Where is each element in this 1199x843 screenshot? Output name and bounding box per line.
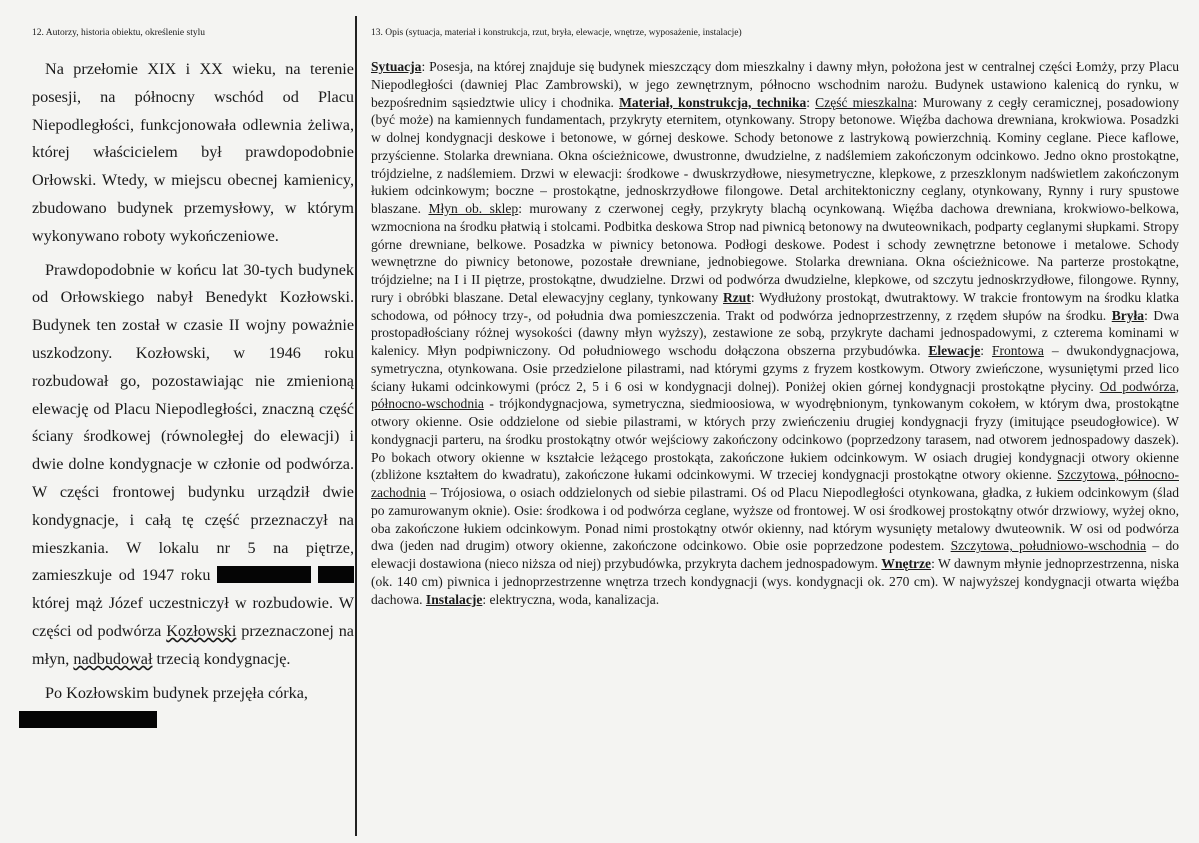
history-paragraph-2 bbox=[32, 257, 354, 674]
text-od-podworza: - trójkondygnacjowa, symetryczna, siedmioosiowa, w wyodrębnionym, tynkowanym cokołem, w którym dwa, prostokątne otwory okienne. Osie oddzielone od siebie pilastrami, w których przy zwieńczeniu drugiej kondygnacji fryzy (imitujące pseudogłowice). W kondygnacji parteru, na środku prostokątny otwór wejściowy zakończony odcinkowo (poprzedzony tarasem, nad otworem jednospadowy daszek). Po bokach otwory okienne w kształcie leżącego prostokąta, zakończone łukiem odcinkowym. W osiach drugiej kondygnacji otwory okienne (zbliżone kształtem do kwadratu), zakończone łukami odcinkowymi. W trzeciej kondygnacji prostokątne otwory okienne. bbox=[371, 396, 1179, 483]
text-mlyn: : murowany z czerwonej cegły, przykryty blachą ocynkowaną. Więźba dachowa drewniana, krokwiowo-belkowa, wzmocniona na środku płatwią i stolcami. Podbitka deskowa Strop nad piwnicą betonowy na dwuteownikach, podparty ceglanymi słupkami. Stropy górne drewniane, belkowe. Posadzka w piwnicy betonowa. Podłogi deskowe. Podest i schody zewnętrzne betonowe i metalowe. Schody wewnętrzne do piwnicy betonowe, pozostałe drewniane, jednobiegowe. Stolarka drewniana. Okna ościeżnicowe. Na parterze prostokątne, trójdzielne; na I i II piętrze, prostokątne, dwudzielne. Drzwi od podwórza dwudzielne, klepkowe, od szczytu jednoskrzydłowe, filongowe. Rynny, rury i obróbki blaszane. Detal elewacyjny ceglany, tynkowany bbox=[371, 201, 1179, 305]
handwritten-correction-2: nadbudował bbox=[73, 649, 153, 668]
label-elewacje: Elewacje bbox=[928, 343, 981, 358]
text-sytuacja: : Posesja, na której znajduje się budynek mieszczący dom mieszkalny i dawny młyn, położona jest w centralnej części Łomży, przy Placu Niepodległości (dawniej Plac Zambrowski), w jego zewnętrznym, północno wschodnim narożu. Budynek ustawiono kalenicą do rynku, w bezpośrednim sąsiedztwie ulicy i chodnika. bbox=[371, 59, 1179, 110]
label-szczytowa-pd: Szczytowa, południowo-wschodnia bbox=[950, 538, 1147, 554]
history-paragraph-3-text: Po Kozłowskim budynek przejęła córka, bbox=[45, 683, 308, 702]
handwritten-correction: Kozłowski bbox=[166, 621, 237, 640]
right-column-heading: 13. Opis (sytuacja, materiał i konstrukcja, rzut, bryła, elewacje, wnętrze, wyposażenie, instalacje) bbox=[371, 28, 742, 38]
redaction-bar bbox=[318, 566, 354, 583]
text-wnetrze: : W dawnym młynie jednoprzestrzenna, niska (ok. 140 cm) piwnica i jednoprzestrzenne wnętrza trzech kondygnacji (wys. kondygnacji ok. 270 cm). W najwyższej kondygnacji otwarta więźba dachowa. bbox=[371, 556, 1180, 607]
redaction-bar bbox=[19, 711, 157, 728]
label-material: Materiał, konstrukcja, technika bbox=[619, 94, 807, 110]
label-mlyn: Młyn ob. sklep bbox=[428, 201, 519, 216]
label-od-podworza: Od podwórza, północno-wschodnia bbox=[371, 378, 1180, 412]
description-column bbox=[371, 58, 1179, 608]
label-szczytowa-pn: Szczytowa, północno-zachodnia bbox=[371, 467, 1179, 500]
elewacje-sep: : bbox=[980, 343, 992, 358]
text-czesc-mieszkalna: : Murowany z cegły ceramicznej, posadowiony (być może) na kamiennych fundamentach, przykryty eternitem, otynkowany. Stropy betonowe. Więźba dachowa drewniana, krokwiowa. Posadzki w dolnej kondygnacji deskowe i betonowe, w górnej deskowe. Schody betonowe z lastrykową powierzchnią. Kominy ceglane. Piece kaflowe, przyścienne. Stolarka drewniana. Okna ościeżnicowe, dwustronne, dwudzielne, z nadślemiem zakończonym odcinkowo. Jedno okno prostokątne, trójdzielne, z nadślemiem. Drzwi w elewacji: środkowe - dwuskrzydłowe, niesymetryczne, klepkowe, z przeszklonym nadświetlem zakończonym łukiem odcinkowym; boczne – prostokątne, jednoskrzydłowe filongowe. Detal architektoniczny ceglany, otynkowany, Rynny i rury spustowe blaszane. bbox=[371, 94, 1179, 216]
column-divider bbox=[355, 16, 357, 836]
text-szczytowa-pn: – Trójosiowa, o osiach oddzielonych od siebie pilastrami. Oś od Placu Niepodległości otynkowana, gładka, z łukiem odcinkowym (ślad po zamurowanym oknie). Osie: środkowa i od podwórza ceglane, wyższe od frontowej. W osi środkowej prostokątny otwór drzwiowy, wyżej okno, oba zakończone łukiem odcinkowym. Ponad nimi prostokątny otwór okienny, nad którym wysunięty metalowy dwuteownik. W osi od podwórza dwa (jeden nad drugim) otwory okienne, zakończone odcinkowo. Obie osie poprzedzone podestem. bbox=[371, 485, 1179, 554]
label-czesc-mieszkalna: Część mieszkalna bbox=[815, 94, 914, 110]
label-wnetrze: Wnętrze bbox=[881, 556, 932, 571]
label-sytuacja: Sytuacja bbox=[371, 59, 422, 74]
label-frontowa: Frontowa bbox=[991, 343, 1044, 358]
history-paragraph-3 bbox=[32, 680, 354, 736]
text-rzut: : Wydłużony prostokąt, dwutraktowy. W trakcie frontowym na środku klatka schodowa, od północy trzy-, od południa dwa pomieszczenia. Trakt od podwórza jednoprzestrzenny, z rzędem słupów na środku. bbox=[371, 289, 1180, 323]
history-paragraph-1: Na przełomie XIX i XX wieku, na terenie posesji, na północny wschód od Placu Niepodległości, funkcjonowała odlewnia żeliwa, której właścicielem był prawdopodobnie Orłowski. Wtedy, w miejscu obecnej kamienicy, zbudowano budynek przemysłowy, w którym wykonywano roboty wykończeniowe. bbox=[32, 60, 354, 245]
history-paragraph-2-cont2: przeznaczonej na młyn, bbox=[32, 621, 354, 668]
history-paragraph-2-cont: której mąż Józef uczestniczył w rozbudowie. W części od podwórza bbox=[32, 594, 354, 640]
redaction-bar bbox=[217, 566, 311, 583]
text-instalacje: : elektryczna, woda, kanalizacja. bbox=[482, 591, 660, 607]
material-sep: : bbox=[806, 94, 816, 110]
history-column bbox=[32, 56, 354, 741]
history-paragraph-2-text: Prawdopodobnie w końcu lat 30-tych budynek od Orłowskiego nabył Benedykt Kozłowski. Budynek ten został w czasie II wojny poważnie uszkodzony. Kozłowski, w 1946 roku rozbudował go, pozostawiając nie zmienioną elewację od Placu Niepodległości, znaczną część ściany środkowej (równoległej do elewacji) i dwie dolne kondygnacje w członie od podwórza. W części frontowej budynku urządził dwie kondygnacje, i całą tę część przeznaczył na mieszkania. W lokalu nr 5 na piętrze, zamieszkuje od 1947 roku bbox=[32, 260, 354, 585]
label-bryla: Bryła bbox=[1111, 307, 1145, 323]
label-instalacje: Instalacje bbox=[425, 591, 483, 607]
history-paragraph-2-cont3: trzecią kondygnację. bbox=[156, 649, 291, 668]
text-szczytowa-pd: – do elewacji dostawiona (nieco niższa od niej) przybudówka, przykryta dachem jednospadowym. bbox=[371, 538, 1180, 571]
description-text bbox=[371, 58, 1179, 608]
text-frontowa: – dwukondygnacjowa, symetryczna, otynkowana. Osie przedzielone pilastrami, nad którymi gzyms z fryzem kostkowym. Otwory zwieńczone, wysuniętymi przed lico ściany łukami odcinkowymi (prócz 2, 5 i 6 osi w kondygnacji dolnej). Poniżej okien górnej kondygnacji prostokątne płyciny. bbox=[371, 343, 1179, 394]
left-column-heading: 12. Autorzy, historia obiektu, określenie stylu bbox=[32, 28, 205, 38]
label-rzut: Rzut bbox=[723, 289, 751, 305]
text-bryla: : Dwa prostopadłościany różnej wysokości (dawny młyn wyższy), zestawione ze sobą, przykryte dachami jednospadowymi, z czterema kominami w kalenicy. Młyn podpiwniczony. Od południowego wschodu dołączona obszerna przybudówka. bbox=[371, 307, 1180, 358]
